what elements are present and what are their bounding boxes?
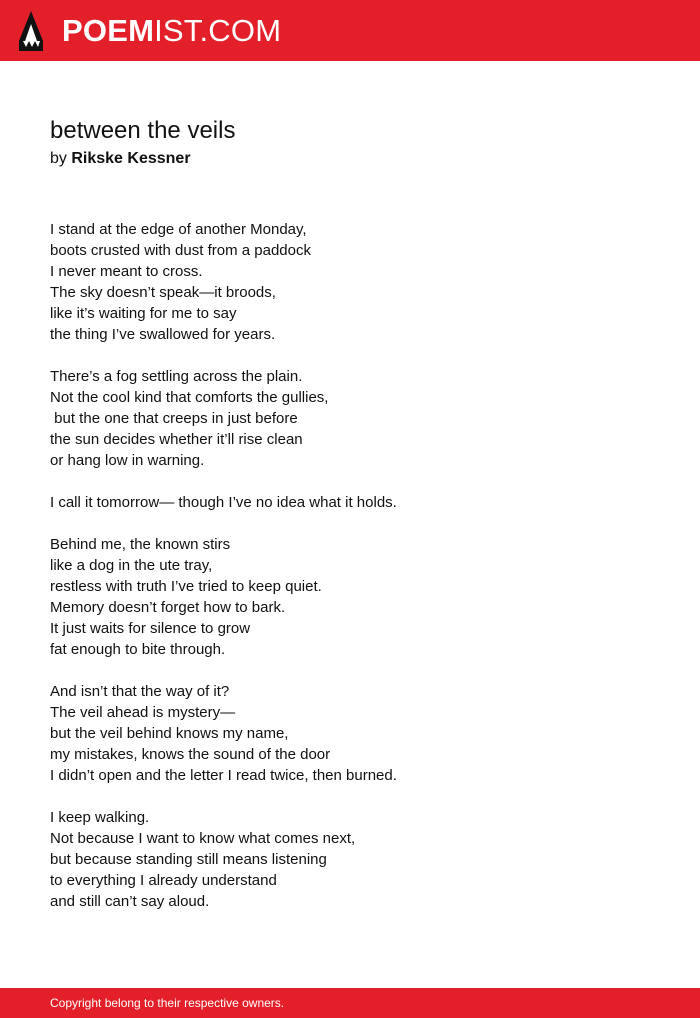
poem-line: or hang low in warning.: [50, 452, 205, 469]
poem-line: and still can’t say aloud.: [50, 893, 210, 910]
logo-text-bold: POEM: [62, 13, 155, 48]
site-footer: [0, 988, 700, 1018]
poem-line: I keep walking.: [50, 809, 150, 826]
poem-stanza: [50, 219, 670, 345]
poem-line: It just waits for silence to grow: [50, 620, 251, 637]
poem-line: I didn’t open and the letter I read twice, then burned.: [50, 767, 397, 784]
poem-line: my mistakes, knows the sound of the door: [50, 746, 331, 763]
poem-line: but because standing still means listening: [50, 851, 327, 868]
poem-stanza: [50, 681, 670, 786]
poem-line: I stand at the edge of another Monday,: [50, 221, 307, 238]
poem-line: the sun decides whether it’ll rise clean: [50, 431, 303, 448]
poem-line: The veil ahead is mystery—: [50, 704, 236, 721]
site-logo[interactable]: [62, 13, 281, 49]
author-name: Rikske Kessner: [71, 150, 191, 167]
poem-stanza: [50, 492, 670, 513]
poem-line: to everything I already understand: [50, 872, 277, 889]
poem-line: Not because I want to know what comes next,: [50, 830, 356, 847]
poem-stanza: [50, 366, 670, 471]
poem-line: Memory doesn’t forget how to bark.: [50, 599, 286, 616]
poem-byline: [50, 149, 191, 169]
poem-body: [50, 219, 670, 933]
poem-line: like a dog in the ute tray,: [50, 557, 213, 574]
poem-line: restless with truth I’ve tried to keep quiet.: [50, 578, 322, 595]
poem-line: the thing I’ve swallowed for years.: [50, 326, 276, 343]
poem-line: I never meant to cross.: [50, 263, 203, 280]
poem-line: There’s a fog settling across the plain.: [50, 368, 303, 385]
poem-line: but the veil behind knows my name,: [50, 725, 289, 742]
logo-text-light: IST.COM: [154, 13, 282, 48]
poem-line: I call it tomorrow— though I’ve no idea what it holds.: [50, 494, 397, 511]
poem-stanza: [50, 534, 670, 660]
poem-line: Not the cool kind that comforts the gullies,: [50, 389, 329, 406]
poem-line: Behind me, the known stirs: [50, 536, 231, 553]
poem-title: between the veils: [50, 117, 236, 144]
pencil-icon[interactable]: [18, 10, 44, 52]
poem-line: And isn’t that the way of it?: [50, 683, 230, 700]
poem-line: like it’s waiting for me to say: [50, 305, 237, 322]
copyright-notice: Copyright belong to their respective owners.: [50, 996, 285, 1010]
poem-line: but the one that creeps in just before: [50, 410, 298, 427]
poem-stanza: [50, 807, 670, 912]
by-label: by: [50, 150, 67, 167]
poem-line: boots crusted with dust from a paddock: [50, 242, 311, 259]
poem-line: The sky doesn’t speak—it broods,: [50, 284, 276, 301]
site-header: [0, 0, 700, 61]
poem-line: fat enough to bite through.: [50, 641, 226, 658]
